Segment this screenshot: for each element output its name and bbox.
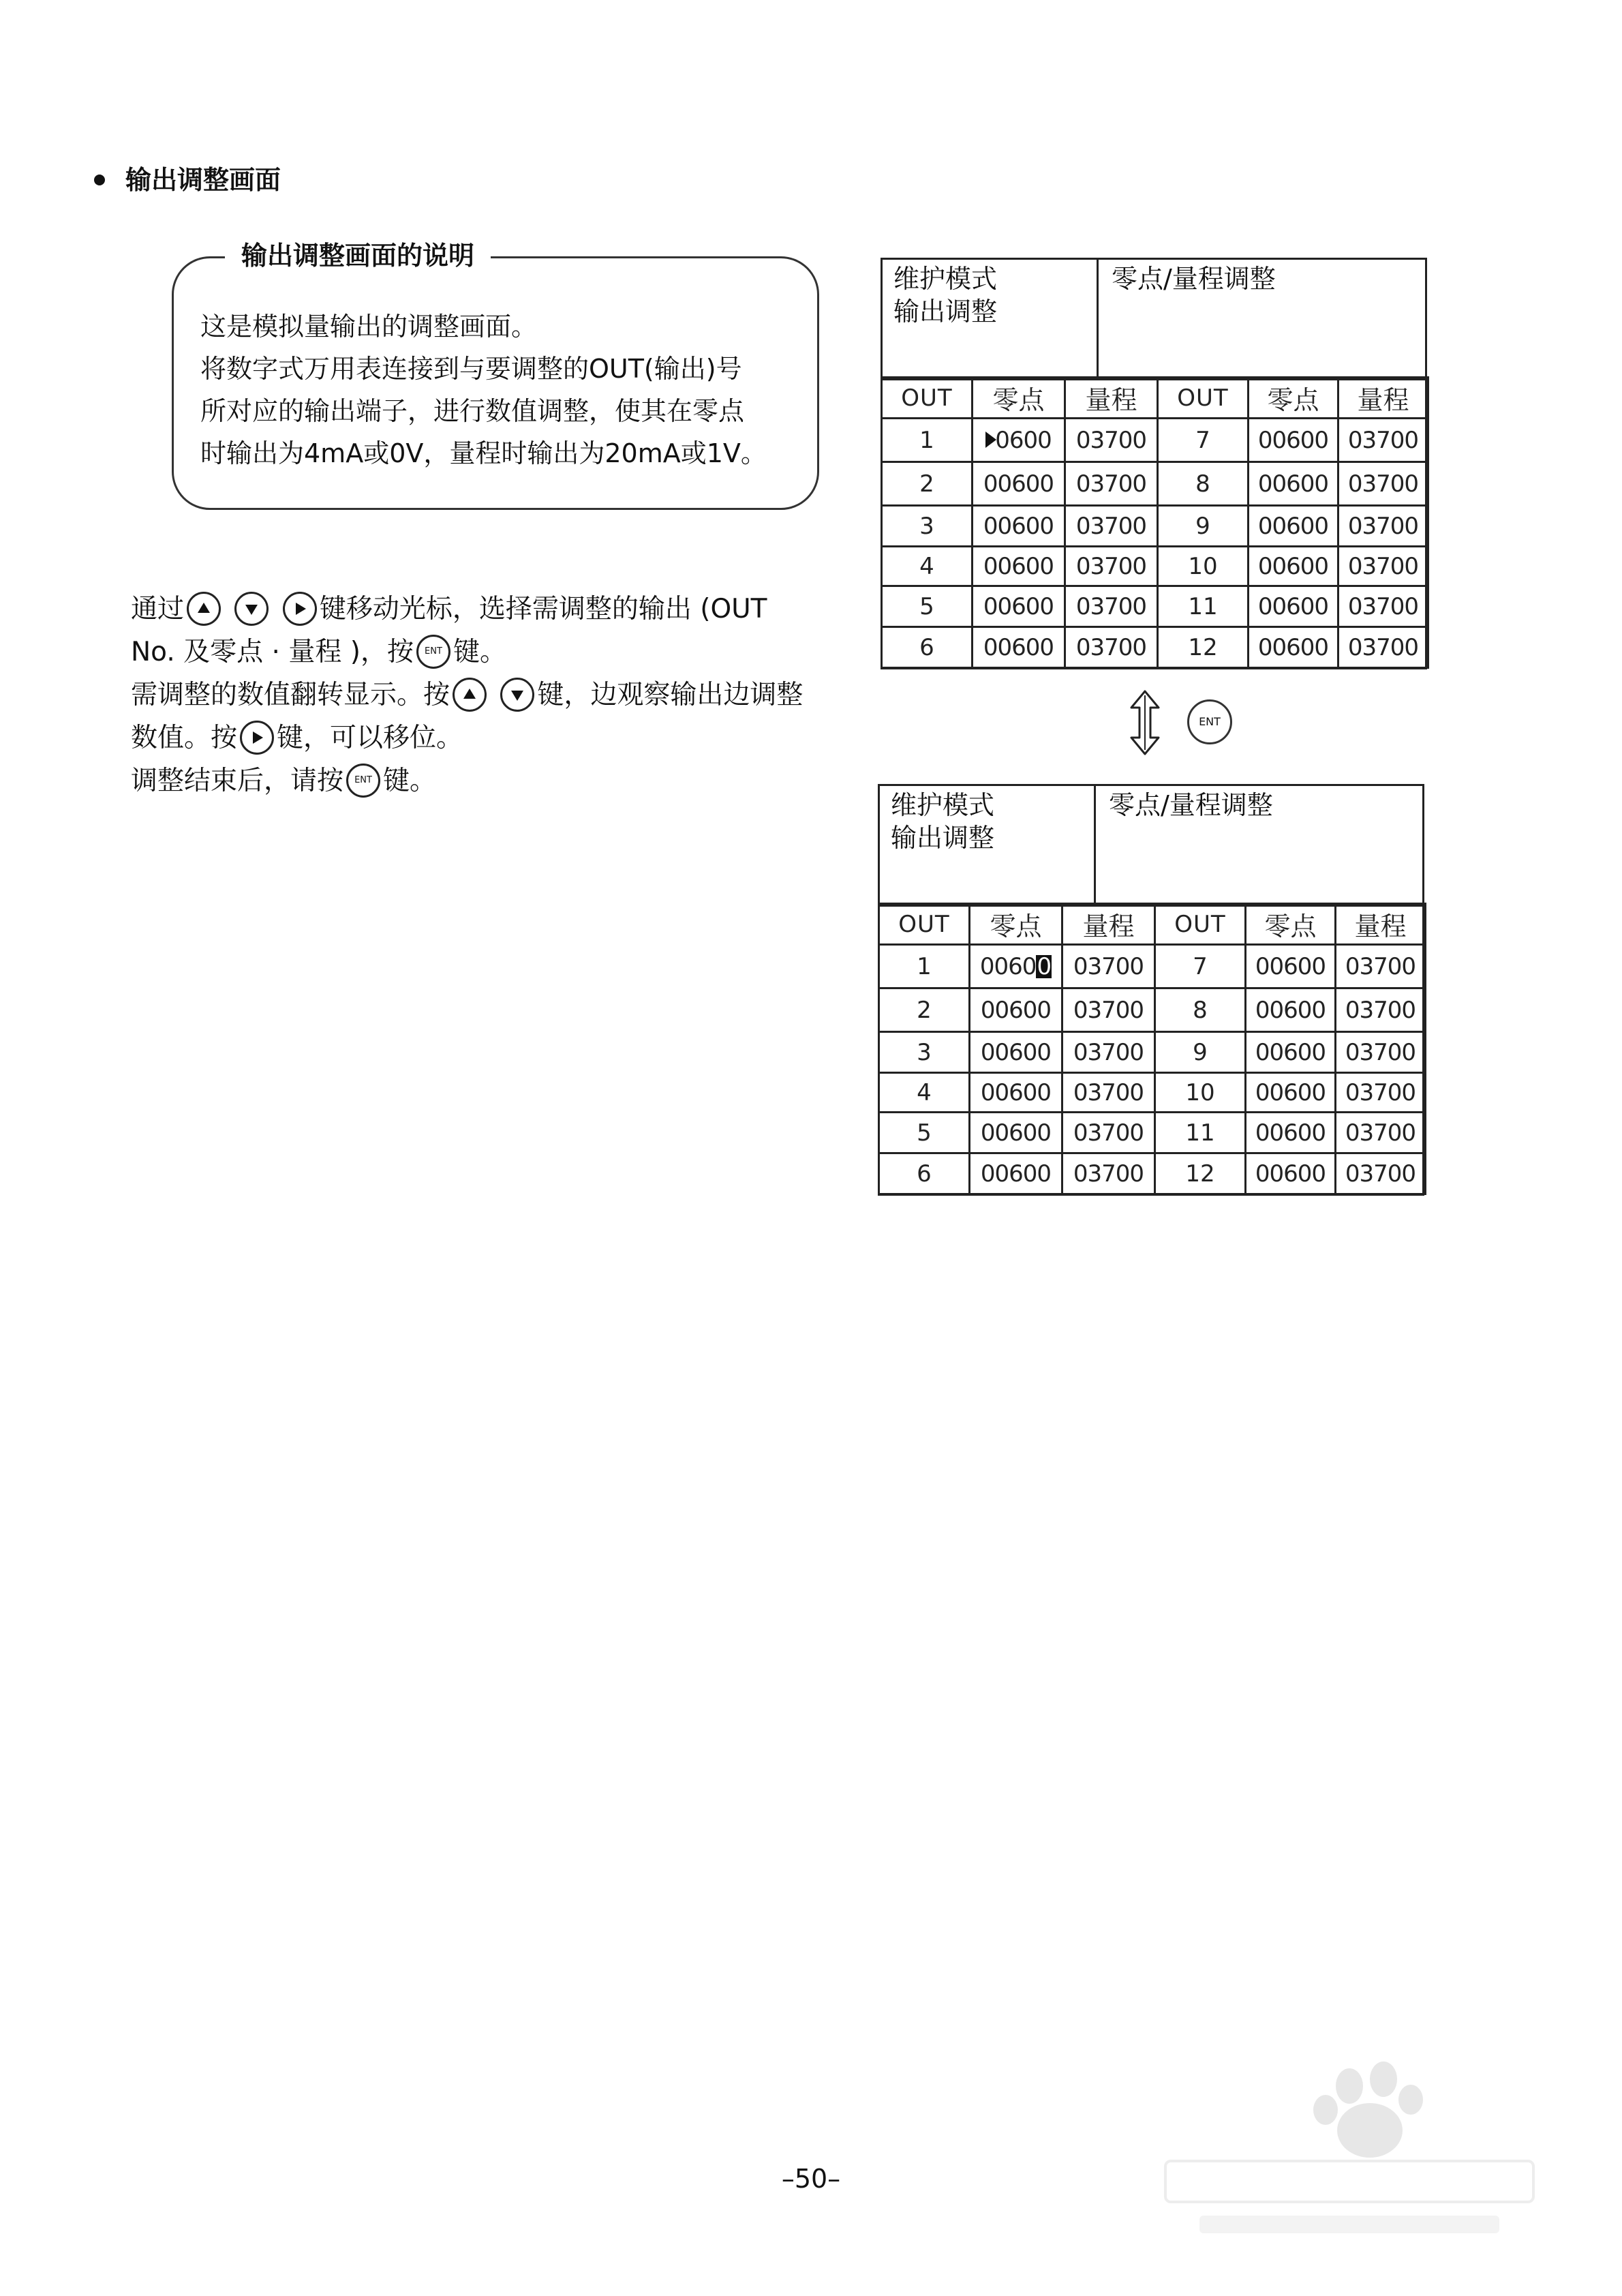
description-line: 这是模拟量输出的调整画面。 <box>200 312 538 342</box>
table-row: 1 00600 03700 7 00600 03700 <box>879 945 1426 988</box>
up-down-arrow-icon <box>1124 689 1165 757</box>
description-line: 时输出为4mA或0V，量程时输出为20mA或1V。 <box>200 438 767 468</box>
table-header-row: OUT 零点 量程 OUT 零点 量程 <box>879 904 1426 945</box>
table-row: 3 00600 03700 9 00600 03700 <box>882 506 1428 547</box>
table-row: 6 00600 03700 12 00600 03700 <box>879 1153 1426 1194</box>
table-row: 2 00600 03700 8 00600 03700 <box>879 988 1426 1032</box>
lcd-table <box>881 376 1429 669</box>
right-arrow-icon <box>283 592 317 626</box>
table-row: 6 00600 03700 12 00600 03700 <box>882 627 1428 668</box>
baidu-paw-logo <box>1159 2059 1540 2243</box>
lcd-divider <box>1094 786 1096 905</box>
up-arrow-icon <box>187 592 221 626</box>
bullet-icon <box>94 175 105 185</box>
table-row: 3 00600 03700 9 00600 03700 <box>879 1032 1426 1073</box>
lcd-function: 零点/量程调整 <box>1109 790 1273 820</box>
page-number: –50– <box>781 2164 841 2194</box>
lcd-function: 零点/量程调整 <box>1112 264 1276 294</box>
lcd-divider <box>1097 260 1099 378</box>
ent-key-icon: ENT <box>1187 699 1232 744</box>
section-title: 输出调整画面 <box>125 165 281 195</box>
lcd-table <box>878 903 1426 1195</box>
instructions <box>131 588 867 802</box>
right-arrow-icon <box>240 721 274 755</box>
cursor-marker <box>985 432 996 448</box>
table-row: 4 00600 03700 10 00600 03700 <box>879 1073 1426 1113</box>
lcd-screen-1 <box>881 258 1427 669</box>
description-title: 输出调整画面的说明 <box>225 239 491 273</box>
cursor-digit: 0 <box>1037 952 1052 980</box>
lcd-mode: 维护模式 输出调整 <box>893 264 998 327</box>
table-row: 2 00600 03700 8 00600 03700 <box>882 462 1428 506</box>
lcd-header <box>883 260 1425 380</box>
table-header-row: OUT 零点 量程 OUT 零点 量程 <box>882 378 1428 419</box>
description-line: 所对应的输出端子，进行数值调整，使其在零点 <box>200 396 745 426</box>
lcd-screen-2 <box>878 784 1424 1196</box>
cursor-cell: 0600 <box>973 419 1065 462</box>
table-row: 5 00600 03700 11 00600 03700 <box>882 586 1428 627</box>
down-arrow-icon <box>234 592 269 626</box>
up-arrow-icon <box>453 678 487 712</box>
down-arrow-icon <box>500 678 534 712</box>
lcd-mode: 维护模式 输出调整 <box>891 790 995 853</box>
table-row: 5 00600 03700 11 00600 03700 <box>879 1113 1426 1153</box>
ent-key-icon: ENT <box>416 635 450 669</box>
table-row: 4 00600 03700 10 00600 03700 <box>882 547 1428 586</box>
cursor-cell: 00600 <box>970 945 1062 988</box>
ent-key-icon: ENT <box>346 764 380 798</box>
instruction-line-1: 通过 键移动光标，选择需调整的输出 (OUT <box>131 588 867 631</box>
instruction-line-2: No. 及零点 · 量程 )，按 ENT 键。 <box>131 631 867 674</box>
table-row: 1 0600 03700 7 00600 03700 <box>882 419 1428 462</box>
instruction-line-3: 需调整的数值翻转显示。按 键，边观察输出边调整 <box>131 674 867 716</box>
description-line: 将数字式万用表连接到与要调整的OUT(输出)号 <box>200 354 742 384</box>
instruction-line-5: 调整结束后，请按 ENT 键。 <box>131 759 867 802</box>
lcd-header <box>880 786 1422 907</box>
description-text <box>200 305 800 474</box>
instruction-line-4: 数值。按 键，可以移位。 <box>131 716 867 759</box>
